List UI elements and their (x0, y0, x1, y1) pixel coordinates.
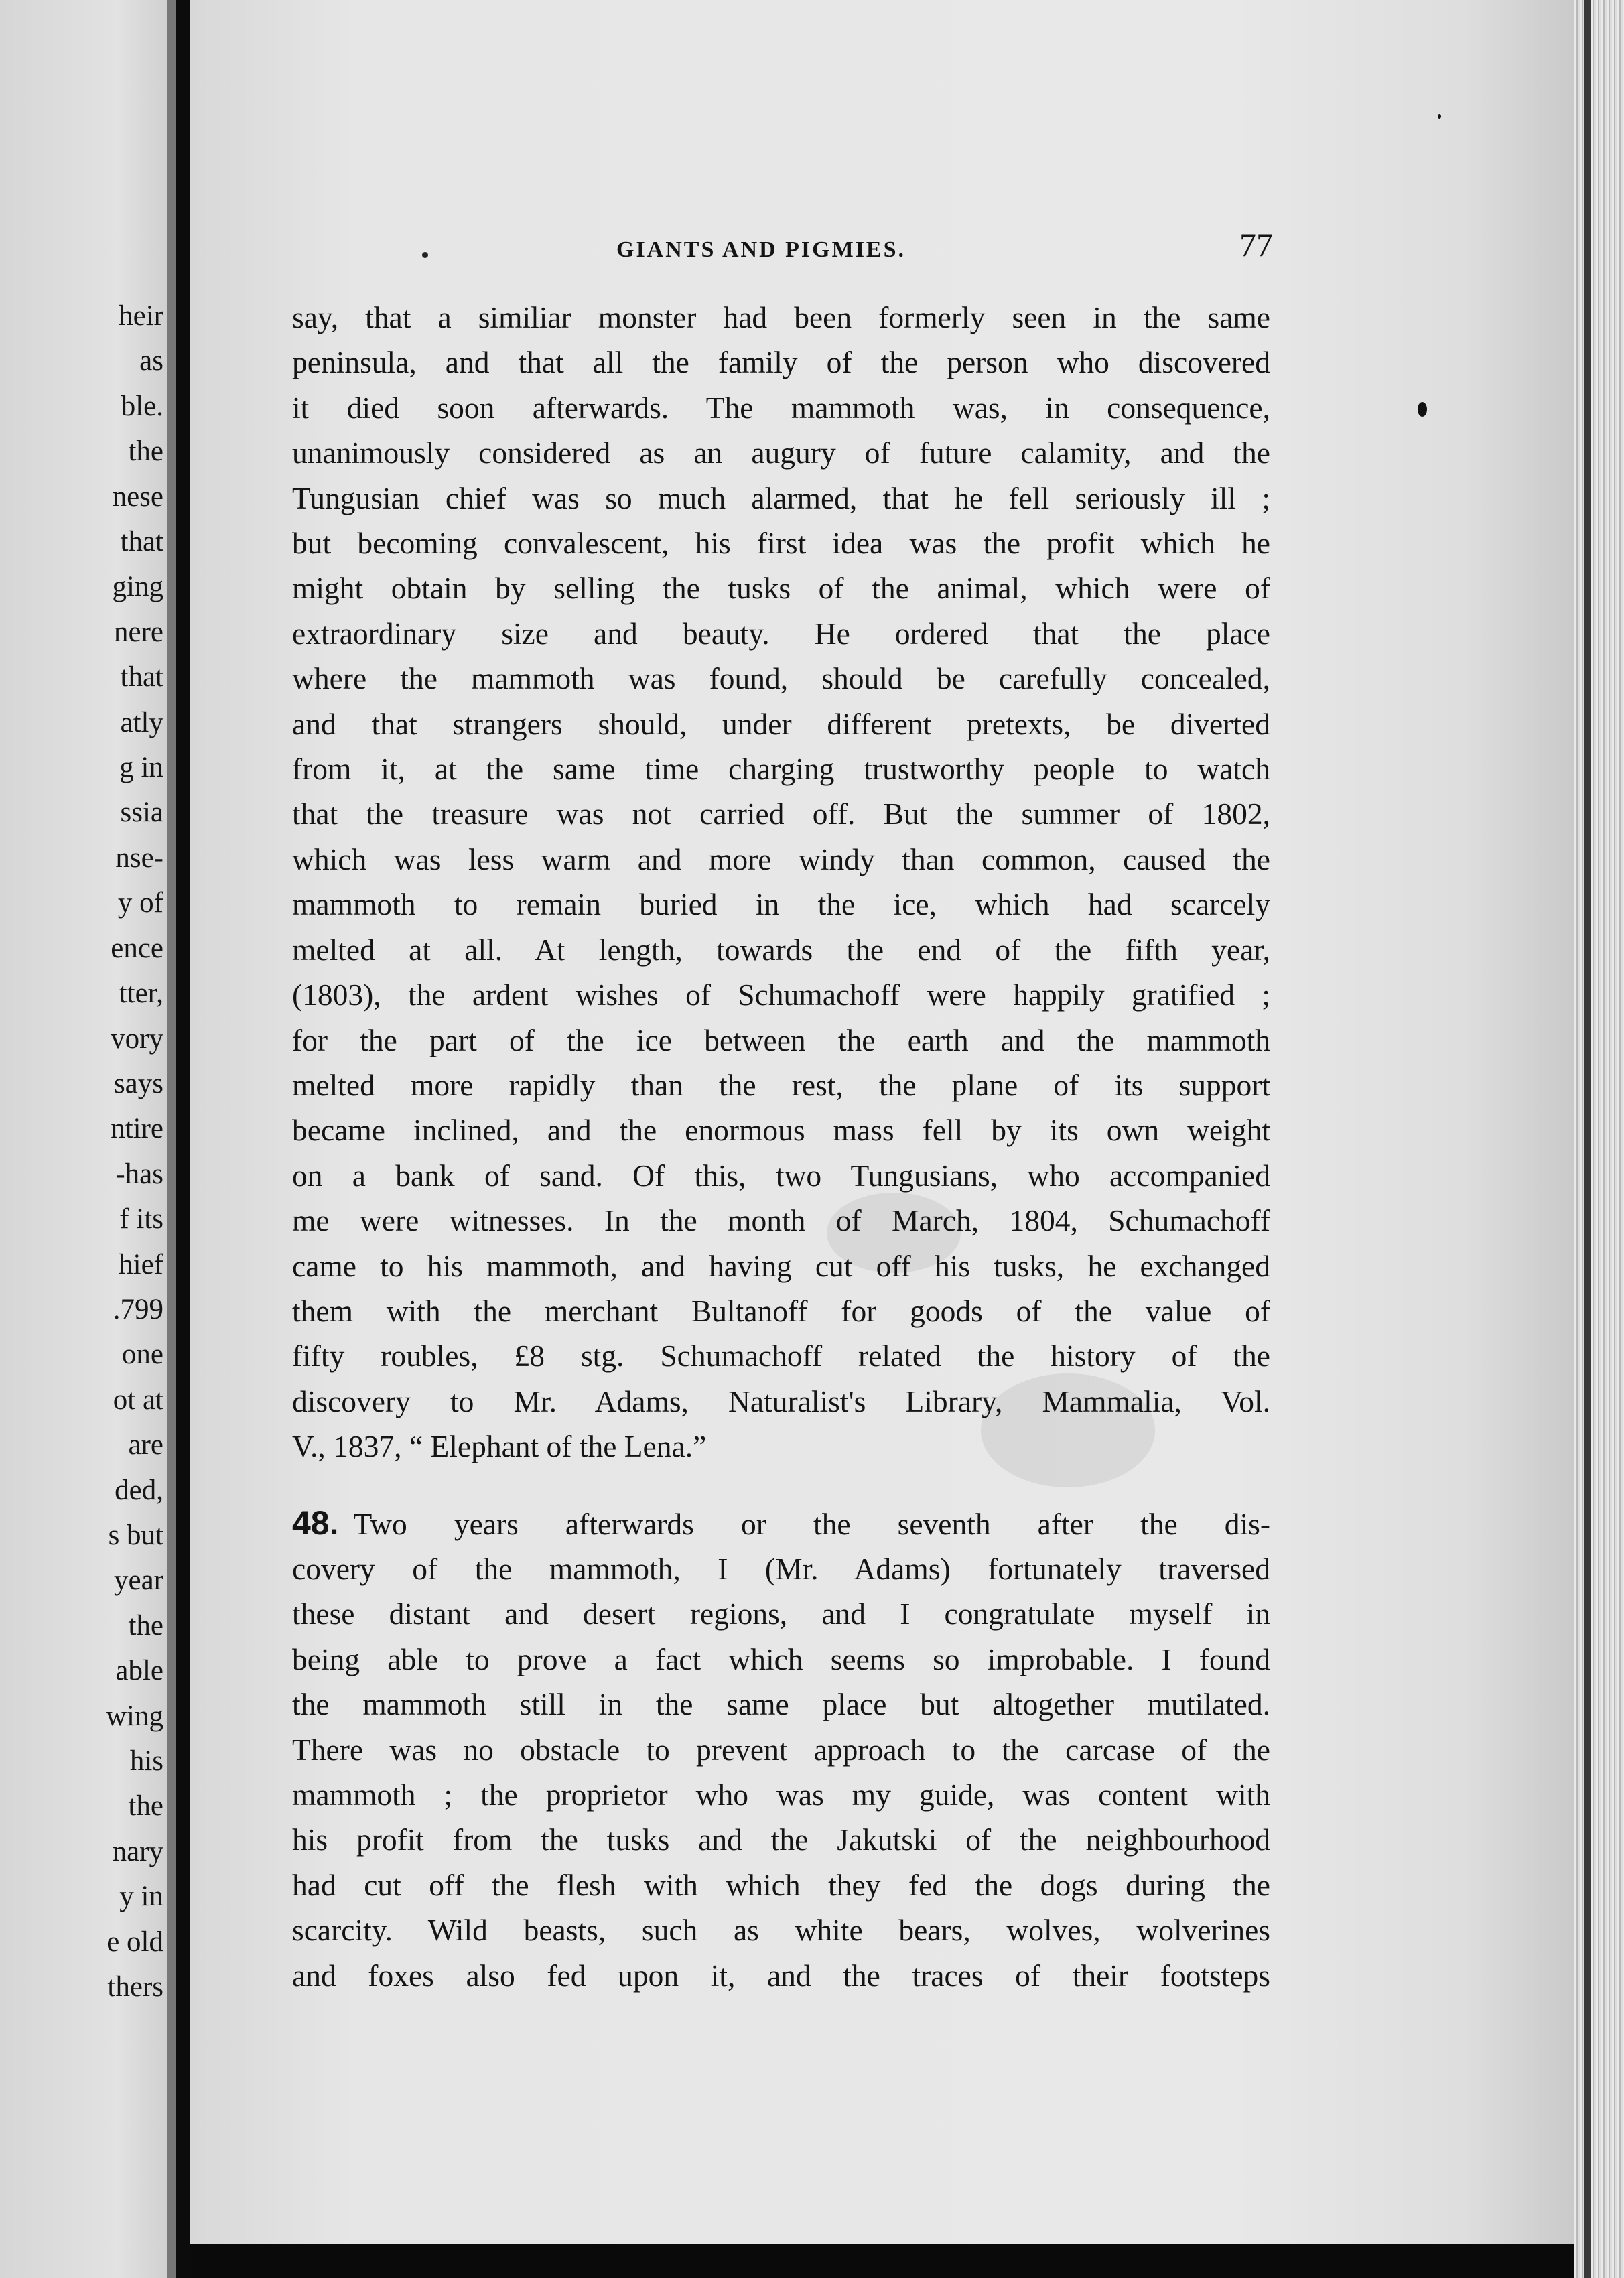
ink-speck (1438, 114, 1441, 119)
text-line: V., 1837, “ Elephant of the Lena.” (292, 1429, 707, 1464)
text-line: unanimously considered as an augury of future calamity, and the (292, 436, 1270, 470)
left-line: nere (114, 616, 163, 648)
left-line: that (120, 526, 163, 558)
left-line: .799 (113, 1293, 163, 1325)
bottom-shadow (190, 2244, 1574, 2278)
left-line: ble. (121, 390, 163, 422)
text-line: mammoth to remain buried in the ice, which had scarcely (292, 887, 1270, 922)
text-line: might obtain by selling the tusks of the animal, which were of (292, 571, 1270, 606)
text-line: these distant and desert regions, and I congratulate myself in (292, 1597, 1270, 1631)
text-line: and foxes also fed upon it, and the traces of their footsteps (292, 1958, 1270, 1993)
left-line: e old (107, 1926, 163, 1958)
text-line: his profit from the tusks and the Jakutski of the neighbourhood (292, 1822, 1270, 1857)
left-line: ence (111, 932, 163, 964)
left-line: the (128, 1790, 163, 1822)
paragraph-1 (292, 295, 1270, 1469)
left-line: thers (107, 1971, 163, 2003)
text-line: for the part of the ice between the earth and the mammoth (292, 1022, 1270, 1057)
text-line-content: Two years afterwards or the seventh after the dis- (353, 1506, 1270, 1541)
page-edge (1574, 0, 1624, 2278)
left-line: that (120, 661, 163, 693)
page-header (422, 225, 1273, 279)
left-line: y of (117, 887, 163, 919)
left-line: as (139, 345, 163, 377)
text-line: which was less warm and more windy than common, caused the (292, 842, 1270, 876)
left-line: vory (111, 1022, 163, 1055)
left-line: hief (119, 1248, 163, 1280)
header-dot (422, 252, 428, 258)
text-line: There was no obstacle to prevent approach to the carcase of the (292, 1732, 1270, 1767)
left-line: nary (112, 1835, 163, 1867)
text-line: being able to prove a fact which seems so improbable. I found (292, 1642, 1270, 1676)
text-line: but becoming convalescent, his first idea was the profit which he (292, 526, 1270, 561)
paragraph-number: 48. (292, 1503, 339, 1542)
text-line: had cut off the flesh with which they fed the dogs during the (292, 1867, 1270, 1902)
left-line: g in (119, 752, 163, 784)
body-text (292, 295, 1270, 1998)
left-line: ging (112, 571, 163, 603)
left-line: y in (119, 1881, 163, 1913)
text-line: discovery to Mr. Adams, Naturalist's Library, Mammalia, Vol. (292, 1384, 1270, 1418)
text-line: Tungusian chief was so much alarmed, that he fell seriously ill ; (292, 480, 1270, 515)
left-line: ssia (120, 797, 163, 829)
left-line: the (128, 1609, 163, 1642)
text-line: came to his mammoth, and having cut off his tusks, he exchanged (292, 1248, 1270, 1283)
left-line: heir (119, 300, 163, 332)
left-line: s but (108, 1519, 163, 1551)
left-line: atly (120, 706, 163, 738)
text-line: peninsula, and that all the family of the person who discovered (292, 345, 1270, 380)
text-line: scarcity. Wild beasts, such as white bears, wolves, wolverines (292, 1913, 1270, 1948)
text-line: from it, at the same time charging trustworthy people to watch (292, 752, 1270, 787)
left-line: are (128, 1429, 163, 1461)
running-head: GIANTS AND PIGMIES. (616, 237, 906, 262)
text-line: mammoth ; the proprietor who was my guide, was content with (292, 1778, 1270, 1812)
left-page-line-endings (106, 293, 163, 2009)
left-line: nese (112, 480, 163, 513)
text-line: extraordinary size and beauty. He ordered that the place (292, 616, 1270, 651)
text-line: became inclined, and the enormous mass fell by its own weight (292, 1113, 1270, 1148)
text-line: melted at all. At length, towards the end of the fifth year, (292, 932, 1270, 967)
left-line: wing (106, 1700, 163, 1732)
text-line: it died soon afterwards. The mammoth was, in consequence, (292, 390, 1270, 425)
left-facing-page (0, 0, 167, 2278)
left-line: f its (119, 1203, 163, 1235)
text-line: say, that a similiar monster had been formerly seen in the same (292, 300, 1270, 334)
book-gutter (167, 0, 176, 2278)
left-line: says (113, 1067, 163, 1099)
text-line (292, 1501, 1270, 1546)
left-line: ded, (115, 1474, 163, 1506)
paragraph-48 (292, 1501, 1270, 1998)
left-line: ot at (113, 1384, 163, 1416)
left-line: year (114, 1564, 163, 1597)
text-line: where the mammoth was found, should be carefully concealed, (292, 661, 1270, 696)
text-line: fifty roubles, £8 stg. Schumachoff related the history of the (292, 1339, 1270, 1374)
left-line: able (115, 1655, 163, 1687)
left-line: tter, (119, 978, 163, 1010)
text-line: melted more rapidly than the rest, the plane of its support (292, 1067, 1270, 1102)
left-line: his (129, 1745, 163, 1777)
left-line: one (121, 1339, 163, 1371)
text-line: the mammoth still in the same place but altogether mutilated. (292, 1687, 1270, 1722)
text-line: covery of the mammoth, I (Mr. Adams) fortunately traversed (292, 1551, 1270, 1586)
left-line: ntire (111, 1113, 163, 1145)
text-line: on a bank of sand. Of this, two Tungusians, who accompanied (292, 1158, 1270, 1193)
text-line: me were witnesses. In the month of March, 1804, Schumachoff (292, 1203, 1270, 1238)
text-line: and that strangers should, under different pretexts, be diverted (292, 706, 1270, 741)
left-line: nse- (115, 842, 163, 874)
text-line: (1803), the ardent wishes of Schumachoff were happily gratified ; (292, 978, 1270, 1012)
page-number: 77 (1239, 226, 1273, 263)
text-line: that the treasure was not carried off. But the summer of 1802, (292, 797, 1270, 831)
gutter-shadow (176, 0, 190, 2278)
text-line: them with the merchant Bultanoff for goods of the value of (292, 1293, 1270, 1328)
ink-speck (1418, 402, 1427, 417)
left-line: -has (115, 1158, 163, 1190)
left-line: the (128, 436, 163, 468)
